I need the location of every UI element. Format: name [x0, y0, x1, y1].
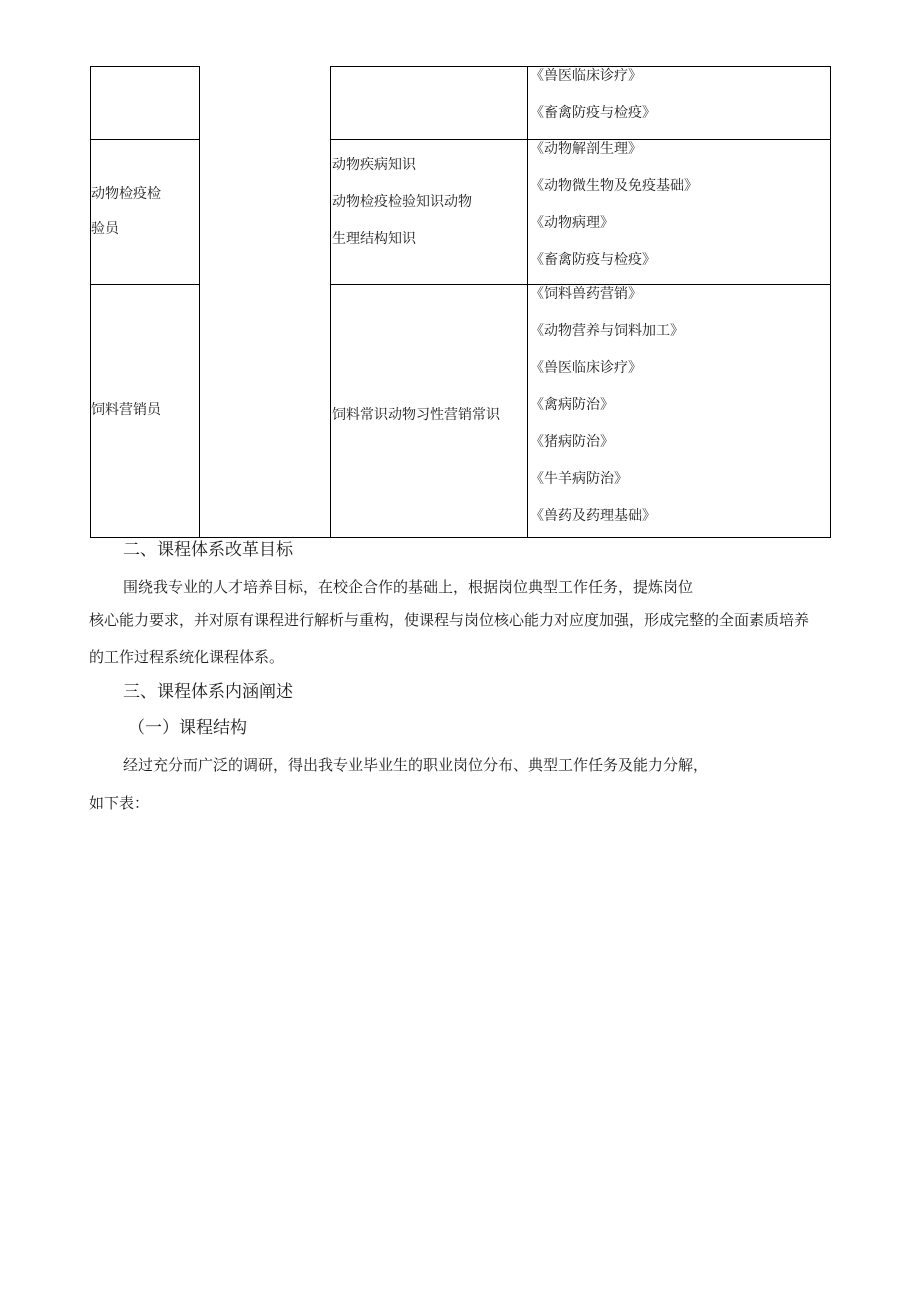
knowledge-cell-text: 动物检疫检验知识动物 — [332, 194, 472, 210]
section-heading: 三、课程体系内涵阐述 — [123, 682, 293, 702]
paragraph-line: 围绕我专业的人才培养目标，在校企合作的基础上，根据岗位典型工作任务，提炼岗位 — [123, 578, 694, 596]
subsection-heading: （一）课程结构 — [128, 718, 247, 738]
course-cell-text: 《牛羊病防治》 — [530, 471, 628, 487]
course-cell-text: 《兽医临床诊疗》 — [530, 68, 642, 84]
course-cell-text: 《畜禽防疫与检疫》 — [530, 252, 656, 268]
course-cell-text: 《猪病防治》 — [530, 434, 614, 450]
knowledge-cell-text: 饲料常识动物习性营销常识 — [332, 407, 500, 423]
section-heading: 二、课程体系改革目标 — [123, 540, 293, 560]
table-border-bottom — [90, 537, 831, 538]
col-divider-2 — [330, 66, 331, 538]
course-cell-text: 《动物营养与饲料加工》 — [530, 323, 684, 339]
paragraph-line: 如下表： — [89, 794, 150, 812]
table-border-top — [90, 66, 200, 67]
position-cell-text: 动物检疫检 — [91, 186, 161, 202]
row-divider-1-right — [330, 139, 831, 140]
paragraph-line: 的工作过程系统化课程体系。 — [89, 648, 285, 666]
row-divider-2 — [90, 284, 200, 285]
course-cell-text: 《兽医临床诊疗》 — [530, 360, 642, 376]
knowledge-cell-text: 动物疾病知识 — [332, 157, 416, 173]
table-border-left — [90, 66, 91, 538]
course-cell-text: 《畜禽防疫与检疫》 — [530, 105, 656, 121]
course-cell-text: 《禽病防治》 — [530, 397, 614, 413]
row-divider-1 — [90, 139, 200, 140]
table-border-right — [830, 66, 831, 538]
position-cell-text: 验员 — [91, 221, 119, 237]
course-cell-text: 《兽药及药理基础》 — [530, 508, 656, 524]
table-border-top-right — [330, 66, 831, 67]
course-cell-text: 《动物病理》 — [530, 215, 614, 231]
row-divider-2-right — [330, 284, 831, 285]
knowledge-cell-text: 生理结构知识 — [332, 231, 416, 247]
course-cell-text: 《动物解剖生理》 — [530, 141, 642, 157]
col-divider-1 — [199, 66, 200, 538]
course-cell-text: 《动物微生物及免疫基础》 — [530, 178, 698, 194]
course-cell-text: 《饲料兽药营销》 — [530, 286, 642, 302]
paragraph-line: 经过充分而广泛的调研，得出我专业毕业生的职业岗位分布、典型工作任务及能力分解， — [123, 756, 709, 774]
col-divider-3 — [527, 66, 528, 538]
position-cell-text: 饲料营销员 — [91, 402, 161, 418]
paragraph-line: 核心能力要求，并对原有课程进行解析与重构，使课程与岗位核心能力对应度加强，形成完整的全面素质培养 — [89, 611, 810, 629]
